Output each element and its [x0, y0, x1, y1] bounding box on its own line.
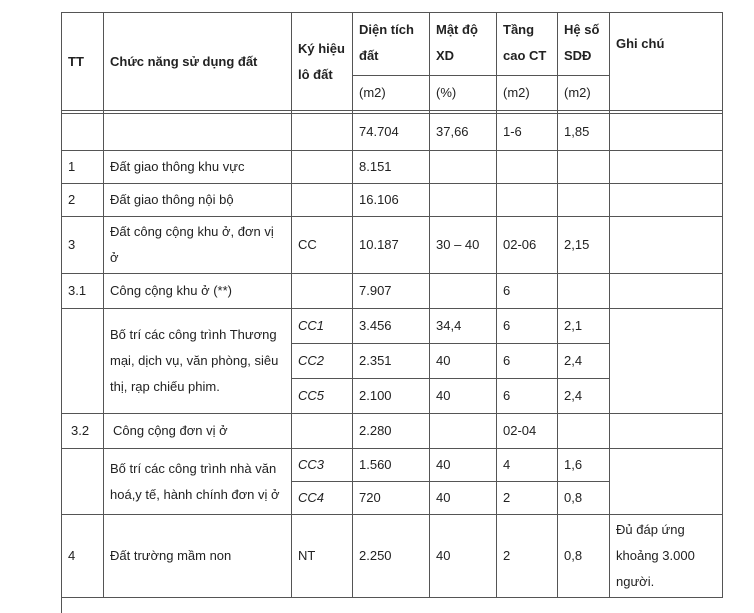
header-lot: Ký hiệu lô đất: [292, 13, 353, 111]
row-lot: CC: [292, 217, 353, 274]
table-row: [62, 274, 723, 309]
header-density: Mật độ XD: [430, 13, 497, 76]
row-lot: CC1: [292, 309, 353, 344]
row-ratio: 2,4: [558, 344, 610, 379]
row-tt: 3: [62, 217, 104, 274]
table-row: [62, 309, 723, 344]
row-area: 2.100: [353, 379, 430, 414]
group2-note: [610, 449, 723, 515]
total-tt: [62, 114, 104, 151]
table-row: [62, 217, 723, 274]
row-floors: [497, 151, 558, 184]
table-row: [62, 414, 723, 449]
header-area: Diện tích đất: [353, 13, 430, 76]
row-lot: [292, 151, 353, 184]
total-ratio: 1,85: [558, 114, 610, 151]
row-tt: 3.1: [62, 274, 104, 309]
row-area: 2.280: [353, 414, 430, 449]
row-lot: CC2: [292, 344, 353, 379]
row-lot: CC3: [292, 449, 353, 482]
row-name: Đất công cộng khu ở, đơn vị ở: [104, 217, 292, 274]
unit-ratio: (m2): [558, 76, 610, 111]
row-note: [610, 274, 723, 309]
row-area: 2.250: [353, 515, 430, 598]
row-ratio: [558, 414, 610, 449]
row-floors: 02-04: [497, 414, 558, 449]
row-ratio: 1,6: [558, 449, 610, 482]
row-note: [610, 151, 723, 184]
row-note: [610, 217, 723, 274]
row-ratio: 2,4: [558, 379, 610, 414]
row-lot: CC4: [292, 482, 353, 515]
land-use-table-wrapper: [61, 12, 723, 613]
table-row: [62, 515, 723, 598]
row-lot: [292, 274, 353, 309]
row-density: 40: [430, 515, 497, 598]
row-floors: 6: [497, 309, 558, 344]
total-name: [104, 114, 292, 151]
row-ratio: 2,1: [558, 309, 610, 344]
row-density: 40: [430, 379, 497, 414]
row-density: 34,4: [430, 309, 497, 344]
row-lot: NT: [292, 515, 353, 598]
row-note: [610, 184, 723, 217]
row-floors: 2: [497, 515, 558, 598]
row-name: Đất giao thông nội bộ: [104, 184, 292, 217]
row-ratio: [558, 151, 610, 184]
row-name: Đất trường mầm non: [104, 515, 292, 598]
row-density: [430, 274, 497, 309]
row-floors: 4: [497, 449, 558, 482]
row-area: 8.151: [353, 151, 430, 184]
row-lot: CC5: [292, 379, 353, 414]
row-area: 1.560: [353, 449, 430, 482]
row-ratio: [558, 184, 610, 217]
row-floors: 6: [497, 274, 558, 309]
table-row: [62, 184, 723, 217]
row-ratio: 2,15: [558, 217, 610, 274]
header-tt: TT: [62, 13, 104, 111]
row-name: Đất giao thông khu vực: [104, 151, 292, 184]
row-name: Công cộng khu ở (**): [104, 274, 292, 309]
row-lot: [292, 184, 353, 217]
total-density: 37,66: [430, 114, 497, 151]
row-area: 2.351: [353, 344, 430, 379]
land-use-table: [62, 13, 723, 598]
group2-tt: [62, 449, 104, 515]
row-ratio: [558, 274, 610, 309]
row-area: 16.106: [353, 184, 430, 217]
row-lot: [292, 414, 353, 449]
row-density: [430, 151, 497, 184]
row-note: [610, 414, 723, 449]
total-row: [62, 114, 723, 151]
row-area: 10.187: [353, 217, 430, 274]
total-floors: 1-6: [497, 114, 558, 151]
row-tt: 1: [62, 151, 104, 184]
row-floors: 2: [497, 482, 558, 515]
row-density: 30 – 40: [430, 217, 497, 274]
group1-tt: [62, 309, 104, 414]
total-lot: [292, 114, 353, 151]
row-area: 7.907: [353, 274, 430, 309]
unit-area: (m2): [353, 76, 430, 111]
row-name: Công cộng đơn vị ở: [104, 414, 292, 449]
row-floors: 02-06: [497, 217, 558, 274]
group1-note: [610, 309, 723, 414]
row-density: 40: [430, 449, 497, 482]
row-tt: 2: [62, 184, 104, 217]
row-tt: 4: [62, 515, 104, 598]
row-ratio: 0,8: [558, 482, 610, 515]
table-row: [62, 151, 723, 184]
row-note: Đủ đáp ứng khoảng 3.000 người.: [610, 515, 723, 598]
unit-floors: (m2): [497, 76, 558, 111]
row-floors: 6: [497, 379, 558, 414]
row-area: 720: [353, 482, 430, 515]
header-note: Ghi chú: [610, 13, 723, 111]
row-floors: [497, 184, 558, 217]
row-tt: 3.2: [62, 414, 104, 449]
total-note: [610, 114, 723, 151]
total-area: 74.704: [353, 114, 430, 151]
header-row: [62, 13, 723, 76]
row-density: [430, 184, 497, 217]
row-density: 40: [430, 344, 497, 379]
header-function: Chức năng sử dụng đất: [104, 13, 292, 111]
row-floors: 6: [497, 344, 558, 379]
header-ratio: Hệ số SDĐ: [558, 13, 610, 76]
header-floors: Tầng cao CT: [497, 13, 558, 76]
group1-name: Bố trí các công trình Thương mại, dịch vụ, văn phòng, siêu thị, rạp chiếu phim.: [104, 309, 292, 414]
row-ratio: 0,8: [558, 515, 610, 598]
row-density: [430, 414, 497, 449]
row-area: 3.456: [353, 309, 430, 344]
group2-name: Bố trí các công trình nhà văn hoá,y tế, hành chính đơn vị ở: [104, 449, 292, 515]
table-row: [62, 449, 723, 482]
row-density: 40: [430, 482, 497, 515]
unit-density: (%): [430, 76, 497, 111]
